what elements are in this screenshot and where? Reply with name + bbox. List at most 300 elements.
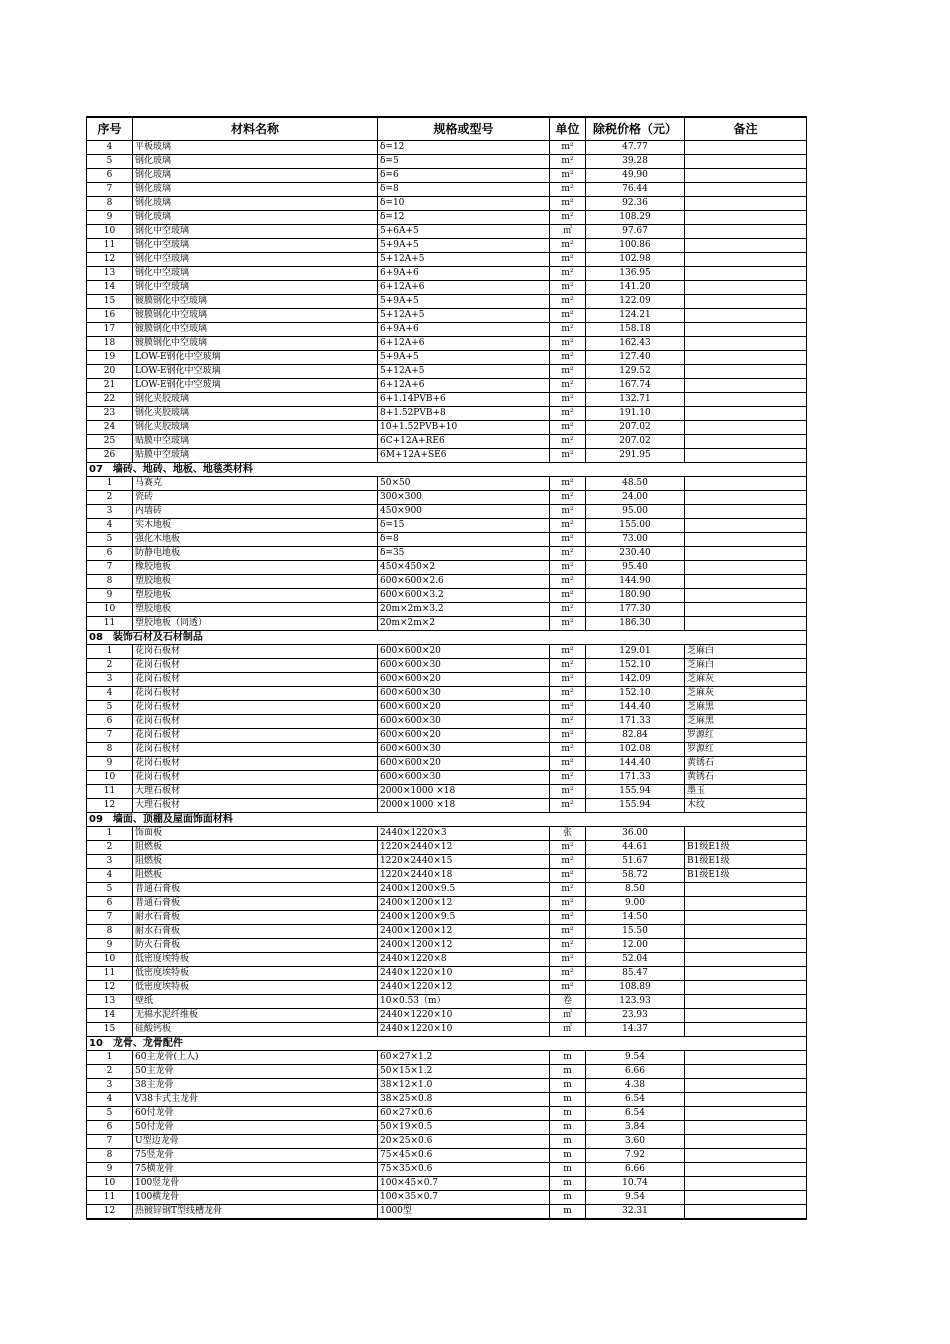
cell-no: 17	[87, 323, 133, 337]
cell-price: 6.66	[586, 1065, 685, 1079]
cell-unit: m	[550, 1121, 586, 1135]
table-row	[87, 1135, 807, 1149]
cell-unit: m	[550, 1065, 586, 1079]
cell-spec: 10×0.53（m）	[378, 995, 550, 1009]
cell-spec: 600×600×30	[378, 771, 550, 785]
table-row	[87, 309, 807, 323]
cell-note: 芝麻黑	[685, 701, 807, 715]
table-row	[87, 743, 807, 757]
cell-name: 大理石板材	[133, 799, 378, 813]
table-row	[87, 841, 807, 855]
cell-name: 花岗石板材	[133, 687, 378, 701]
cell-unit: m	[550, 1191, 586, 1205]
cell-note	[685, 1205, 807, 1220]
cell-no: 1	[87, 477, 133, 491]
table-row	[87, 519, 807, 533]
cell-spec: 2440×1220×10	[378, 1009, 550, 1023]
cell-note	[685, 267, 807, 281]
cell-no: 8	[87, 1149, 133, 1163]
cell-price: 4.38	[586, 1079, 685, 1093]
table-row	[87, 239, 807, 253]
cell-name: 钢化玻璃	[133, 211, 378, 225]
cell-spec: 600×600×20	[378, 701, 550, 715]
cell-name: LOW-E钢化中空玻璃	[133, 379, 378, 393]
cell-price: 291.95	[586, 449, 685, 463]
cell-name: 塑胶地板（同透）	[133, 617, 378, 631]
cell-name: 无棉水泥纤维板	[133, 1009, 378, 1023]
cell-spec: 600×600×20	[378, 757, 550, 771]
cell-no: 2	[87, 659, 133, 673]
section-title: 09 墙面、顶棚及屋面饰面材料	[87, 813, 807, 827]
table-row	[87, 617, 807, 631]
cell-unit: m²	[550, 449, 586, 463]
cell-price: 8.50	[586, 883, 685, 897]
cell-name: 钢化玻璃	[133, 155, 378, 169]
cell-price: 102.08	[586, 743, 685, 757]
table-row	[87, 883, 807, 897]
section-row	[87, 813, 807, 827]
cell-name: 耐水石膏板	[133, 925, 378, 939]
cell-no: 18	[87, 337, 133, 351]
cell-spec: 600×600×30	[378, 659, 550, 673]
cell-note	[685, 351, 807, 365]
header-note: 备注	[685, 117, 807, 141]
cell-unit: m	[550, 1205, 586, 1220]
cell-spec: 8+1.52PVB+8	[378, 407, 550, 421]
cell-name: 饰面板	[133, 827, 378, 841]
table-body	[87, 141, 807, 1220]
cell-unit: m²	[550, 701, 586, 715]
table-row	[87, 1191, 807, 1205]
cell-no: 11	[87, 239, 133, 253]
cell-price: 73.00	[586, 533, 685, 547]
cell-note: B1级E1级	[685, 869, 807, 883]
cell-unit: m	[550, 1163, 586, 1177]
table-row	[87, 1163, 807, 1177]
cell-price: 158.18	[586, 323, 685, 337]
cell-no: 3	[87, 855, 133, 869]
table-row	[87, 561, 807, 575]
cell-spec: 38×25×0.8	[378, 1093, 550, 1107]
cell-name: 100竖龙骨	[133, 1177, 378, 1191]
cell-no: 5	[87, 1107, 133, 1121]
cell-no: 1	[87, 827, 133, 841]
cell-spec: 6+1.14PVB+6	[378, 393, 550, 407]
cell-spec: 6+9A+6	[378, 323, 550, 337]
cell-note: 罗源红	[685, 743, 807, 757]
cell-unit: m	[550, 1149, 586, 1163]
cell-price: 171.33	[586, 715, 685, 729]
cell-spec: 2440×1220×3	[378, 827, 550, 841]
cell-note	[685, 337, 807, 351]
cell-spec: 2440×1220×10	[378, 1023, 550, 1037]
table-row	[87, 197, 807, 211]
cell-no: 7	[87, 1135, 133, 1149]
cell-note: 芝麻白	[685, 645, 807, 659]
cell-note	[685, 547, 807, 561]
cell-note	[685, 953, 807, 967]
cell-spec: 2440×1220×8	[378, 953, 550, 967]
table-row	[87, 155, 807, 169]
cell-name: 普通石膏板	[133, 897, 378, 911]
cell-spec: 450×450×2	[378, 561, 550, 575]
cell-unit: m²	[550, 141, 586, 155]
cell-no: 20	[87, 365, 133, 379]
cell-note	[685, 883, 807, 897]
cell-name: 瓷砖	[133, 491, 378, 505]
table-row	[87, 337, 807, 351]
cell-no: 4	[87, 141, 133, 155]
cell-no: 6	[87, 897, 133, 911]
cell-no: 10	[87, 1177, 133, 1191]
cell-spec: 100×35×0.7	[378, 1191, 550, 1205]
table-row	[87, 365, 807, 379]
cell-unit: m²	[550, 393, 586, 407]
section-row	[87, 631, 807, 645]
cell-unit: m²	[550, 883, 586, 897]
table-row	[87, 225, 807, 239]
cell-unit: m²	[550, 281, 586, 295]
table-row	[87, 925, 807, 939]
cell-unit: m²	[550, 659, 586, 673]
cell-price: 97.67	[586, 225, 685, 239]
section-row	[87, 1037, 807, 1051]
cell-note	[685, 1051, 807, 1065]
cell-spec: 1220×2440×15	[378, 855, 550, 869]
table-row	[87, 729, 807, 743]
cell-spec: 38×12×1.0	[378, 1079, 550, 1093]
cell-price: 124.21	[586, 309, 685, 323]
cell-name: 热镀锌钢T型线槽龙骨	[133, 1205, 378, 1220]
cell-name: 大理石板材	[133, 785, 378, 799]
cell-no: 3	[87, 505, 133, 519]
table-row	[87, 477, 807, 491]
cell-unit: m²	[550, 211, 586, 225]
cell-name: 钢化夹胶玻璃	[133, 393, 378, 407]
table-row	[87, 211, 807, 225]
table-row	[87, 785, 807, 799]
table-row	[87, 533, 807, 547]
cell-spec: 600×600×30	[378, 687, 550, 701]
cell-no: 8	[87, 575, 133, 589]
cell-name: 钢化中空玻璃	[133, 281, 378, 295]
cell-name: 钢化中空玻璃	[133, 267, 378, 281]
cell-unit: m²	[550, 477, 586, 491]
cell-unit: m²	[550, 435, 586, 449]
cell-no: 13	[87, 995, 133, 1009]
cell-name: 内墙砖	[133, 505, 378, 519]
cell-spec: 5+12A+5	[378, 309, 550, 323]
table-row	[87, 1121, 807, 1135]
cell-no: 12	[87, 799, 133, 813]
cell-unit: ㎡	[550, 225, 586, 239]
cell-no: 4	[87, 869, 133, 883]
cell-price: 108.29	[586, 211, 685, 225]
cell-no: 8	[87, 743, 133, 757]
cell-price: 167.74	[586, 379, 685, 393]
cell-no: 7	[87, 183, 133, 197]
cell-unit: ㎡	[550, 1023, 586, 1037]
table-row	[87, 1051, 807, 1065]
cell-unit: m²	[550, 603, 586, 617]
cell-no: 10	[87, 603, 133, 617]
cell-note	[685, 575, 807, 589]
cell-price: 207.02	[586, 421, 685, 435]
cell-price: 191.10	[586, 407, 685, 421]
cell-note: 芝麻黑	[685, 715, 807, 729]
cell-unit: m²	[550, 771, 586, 785]
table-row	[87, 575, 807, 589]
cell-spec: 1220×2440×12	[378, 841, 550, 855]
cell-no: 14	[87, 281, 133, 295]
cell-name: 实木地板	[133, 519, 378, 533]
cell-name: 50主龙骨	[133, 1065, 378, 1079]
price-table	[86, 116, 807, 1220]
cell-price: 52.04	[586, 953, 685, 967]
cell-price: 155.00	[586, 519, 685, 533]
cell-note	[685, 827, 807, 841]
cell-no: 5	[87, 155, 133, 169]
cell-unit: m	[550, 1177, 586, 1191]
cell-note: 芝麻灰	[685, 673, 807, 687]
cell-price: 48.50	[586, 477, 685, 491]
cell-spec: δ=35	[378, 547, 550, 561]
cell-price: 155.94	[586, 799, 685, 813]
cell-unit: m²	[550, 925, 586, 939]
table-row	[87, 1107, 807, 1121]
cell-name: 马赛克	[133, 477, 378, 491]
cell-note	[685, 477, 807, 491]
cell-unit: m	[550, 1079, 586, 1093]
cell-price: 49.90	[586, 169, 685, 183]
cell-no: 12	[87, 1205, 133, 1220]
cell-note: 黄锈石	[685, 757, 807, 771]
cell-unit: 张	[550, 827, 586, 841]
cell-spec: δ=12	[378, 141, 550, 155]
cell-spec: 50×15×1.2	[378, 1065, 550, 1079]
cell-price: 144.40	[586, 701, 685, 715]
cell-spec: 2400×1200×12	[378, 925, 550, 939]
cell-spec: 5+12A+5	[378, 253, 550, 267]
cell-spec: 2440×1220×12	[378, 981, 550, 995]
cell-price: 155.94	[586, 785, 685, 799]
table-row	[87, 407, 807, 421]
cell-name: 钢化玻璃	[133, 197, 378, 211]
cell-spec: 600×600×30	[378, 715, 550, 729]
cell-spec: δ=8	[378, 533, 550, 547]
cell-no: 7	[87, 911, 133, 925]
cell-spec: 2440×1220×10	[378, 967, 550, 981]
table-row	[87, 771, 807, 785]
header-spec: 规格或型号	[378, 117, 550, 141]
table-row	[87, 799, 807, 813]
cell-spec: 2400×1200×9.5	[378, 883, 550, 897]
table-row	[87, 981, 807, 995]
cell-name: 阻燃板	[133, 841, 378, 855]
cell-spec: 50×19×0.5	[378, 1121, 550, 1135]
cell-no: 19	[87, 351, 133, 365]
cell-unit: m²	[550, 575, 586, 589]
cell-note	[685, 393, 807, 407]
cell-price: 171.33	[586, 771, 685, 785]
cell-name: 60主龙骨(上人)	[133, 1051, 378, 1065]
cell-spec: δ=12	[378, 211, 550, 225]
cell-spec: 600×600×30	[378, 743, 550, 757]
cell-no: 14	[87, 1009, 133, 1023]
table-row	[87, 379, 807, 393]
cell-name: 钢化玻璃	[133, 169, 378, 183]
cell-price: 207.02	[586, 435, 685, 449]
cell-unit: m²	[550, 855, 586, 869]
cell-no: 10	[87, 953, 133, 967]
section-row	[87, 463, 807, 477]
section-title: 10 龙骨、龙骨配件	[87, 1037, 807, 1051]
cell-note	[685, 421, 807, 435]
cell-note	[685, 995, 807, 1009]
table-row	[87, 281, 807, 295]
cell-name: 75横龙骨	[133, 1163, 378, 1177]
cell-unit: m²	[550, 253, 586, 267]
cell-price: 85.47	[586, 967, 685, 981]
cell-price: 180.90	[586, 589, 685, 603]
table-row	[87, 505, 807, 519]
cell-unit: m²	[550, 729, 586, 743]
cell-unit: m²	[550, 673, 586, 687]
table-row	[87, 169, 807, 183]
cell-price: 129.52	[586, 365, 685, 379]
cell-no: 16	[87, 309, 133, 323]
cell-note	[685, 967, 807, 981]
cell-no: 6	[87, 715, 133, 729]
cell-name: 低密度埃特板	[133, 953, 378, 967]
cell-no: 12	[87, 253, 133, 267]
cell-no: 3	[87, 1079, 133, 1093]
table-row	[87, 1023, 807, 1037]
cell-spec: 600×600×20	[378, 729, 550, 743]
cell-note: B1级E1级	[685, 855, 807, 869]
cell-spec: 60×27×1.2	[378, 1051, 550, 1065]
cell-name: 防静电地板	[133, 547, 378, 561]
cell-unit: m²	[550, 155, 586, 169]
cell-no: 11	[87, 617, 133, 631]
cell-unit: m²	[550, 547, 586, 561]
table-row	[87, 939, 807, 953]
cell-price: 47.77	[586, 141, 685, 155]
table-row	[87, 995, 807, 1009]
header-price: 除税价格（元）	[586, 117, 685, 141]
cell-name: 橡胶地板	[133, 561, 378, 575]
cell-unit: m²	[550, 183, 586, 197]
cell-price: 9.54	[586, 1191, 685, 1205]
cell-spec: 6M+12A+SE6	[378, 449, 550, 463]
cell-unit: m²	[550, 533, 586, 547]
cell-spec: 2400×1200×12	[378, 897, 550, 911]
table-row	[87, 1205, 807, 1220]
cell-note	[685, 197, 807, 211]
cell-price: 15.50	[586, 925, 685, 939]
cell-unit: m²	[550, 239, 586, 253]
cell-unit: 卷	[550, 995, 586, 1009]
cell-unit: m	[550, 1051, 586, 1065]
cell-note	[685, 449, 807, 463]
table-row	[87, 449, 807, 463]
table-header	[87, 117, 807, 141]
cell-name: 塑胶地板	[133, 589, 378, 603]
cell-no: 5	[87, 533, 133, 547]
cell-note	[685, 1121, 807, 1135]
table-row	[87, 351, 807, 365]
cell-note	[685, 603, 807, 617]
cell-price: 136.95	[586, 267, 685, 281]
cell-price: 7.92	[586, 1149, 685, 1163]
header-unit: 单位	[550, 117, 586, 141]
table-row	[87, 659, 807, 673]
cell-name: 贴膜中空玻璃	[133, 449, 378, 463]
cell-name: 硅酸钙板	[133, 1023, 378, 1037]
cell-name: U型边龙骨	[133, 1135, 378, 1149]
cell-note	[685, 1191, 807, 1205]
cell-no: 4	[87, 687, 133, 701]
cell-unit: m²	[550, 869, 586, 883]
cell-unit: m²	[550, 365, 586, 379]
cell-unit: m²	[550, 267, 586, 281]
cell-price: 82.84	[586, 729, 685, 743]
cell-unit: m	[550, 1135, 586, 1149]
cell-price: 76.44	[586, 183, 685, 197]
cell-price: 23.93	[586, 1009, 685, 1023]
cell-price: 122.09	[586, 295, 685, 309]
table-row	[87, 855, 807, 869]
cell-spec: δ=5	[378, 155, 550, 169]
cell-price: 142.09	[586, 673, 685, 687]
cell-price: 3.84	[586, 1121, 685, 1135]
cell-spec: δ=15	[378, 519, 550, 533]
header-name: 材料名称	[133, 117, 378, 141]
cell-name: 50付龙骨	[133, 1121, 378, 1135]
cell-price: 32.31	[586, 1205, 685, 1220]
cell-note	[685, 169, 807, 183]
cell-spec: 100×45×0.7	[378, 1177, 550, 1191]
cell-no: 5	[87, 883, 133, 897]
cell-price: 6.54	[586, 1093, 685, 1107]
cell-no: 13	[87, 267, 133, 281]
table-row	[87, 253, 807, 267]
cell-no: 25	[87, 435, 133, 449]
cell-no: 1	[87, 645, 133, 659]
cell-note	[685, 183, 807, 197]
cell-no: 2	[87, 491, 133, 505]
cell-no: 1	[87, 1051, 133, 1065]
section-title: 07 墙砖、地砖、地板、地毯类材料	[87, 463, 807, 477]
cell-no: 11	[87, 967, 133, 981]
cell-no: 3	[87, 673, 133, 687]
cell-spec: 5+6A+5	[378, 225, 550, 239]
cell-spec: 5+12A+5	[378, 365, 550, 379]
cell-unit: m²	[550, 757, 586, 771]
cell-price: 152.10	[586, 659, 685, 673]
cell-unit: m²	[550, 645, 586, 659]
table-row	[87, 435, 807, 449]
cell-no: 9	[87, 589, 133, 603]
cell-price: 141.20	[586, 281, 685, 295]
table-row	[87, 267, 807, 281]
cell-price: 14.50	[586, 911, 685, 925]
cell-unit: m²	[550, 491, 586, 505]
cell-name: 花岗石板材	[133, 757, 378, 771]
cell-name: 钢化玻璃	[133, 183, 378, 197]
cell-note	[685, 925, 807, 939]
cell-name: 平板玻璃	[133, 141, 378, 155]
